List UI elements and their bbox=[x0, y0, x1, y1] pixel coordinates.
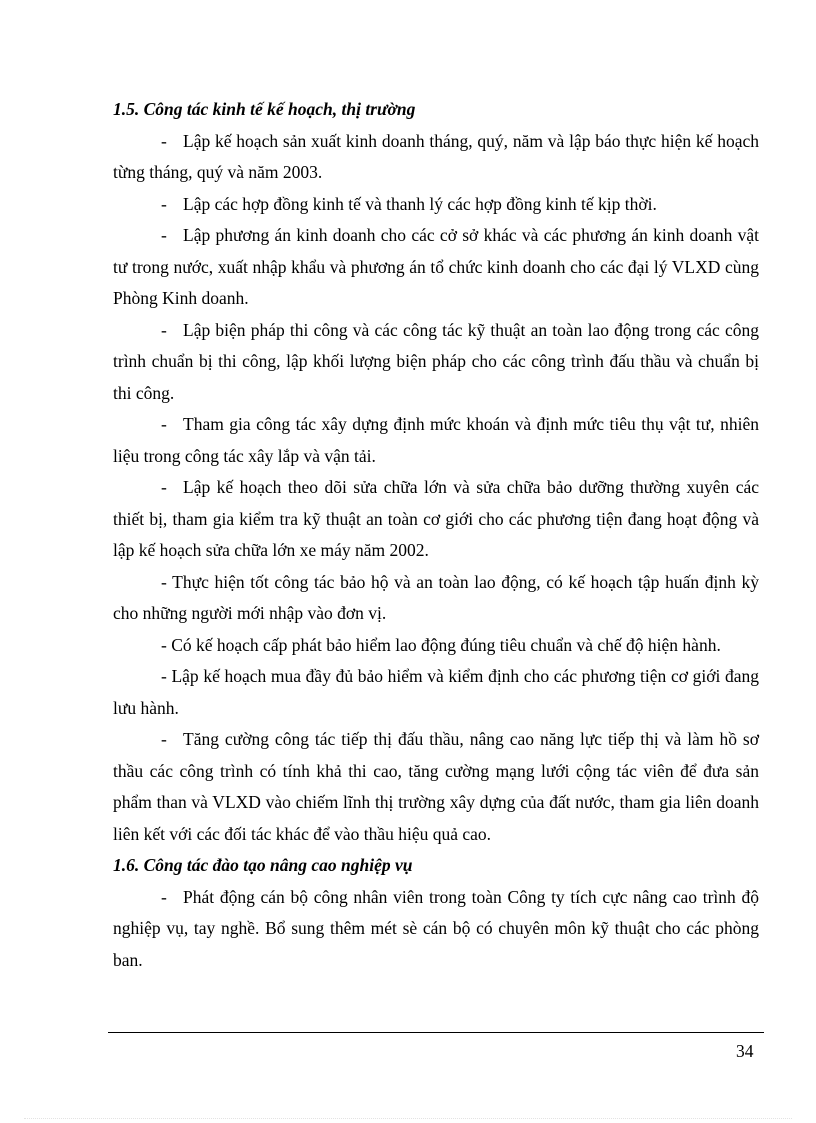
paragraph bbox=[113, 630, 759, 662]
paragraph-text: - Có kế hoạch cấp phát bảo hiểm lao động đúng tiêu chuẩn và chế độ hiện hành. bbox=[161, 634, 721, 655]
paragraph-bullet: - bbox=[161, 225, 167, 245]
paragraph-bullet: - bbox=[161, 193, 167, 214]
paragraph-bullet: - bbox=[161, 319, 167, 340]
paragraph-bullet: - bbox=[161, 729, 167, 749]
paragraph-bullet: - bbox=[161, 414, 167, 434]
section-heading-1-5: 1.5. Công tác kinh tế kế hoạch, thị trường bbox=[113, 99, 416, 119]
footer-divider bbox=[108, 1032, 764, 1033]
page-content bbox=[113, 94, 759, 976]
paragraph bbox=[113, 220, 759, 315]
paragraph-text: Phát động cán bộ công nhân viên trong toàn Công ty tích cực nâng cao trình độ nghiệp vụ, tay nghề. Bổ sung thêm mét sè cán bộ có chuyên môn kỹ thuật cho các phòng ban. bbox=[113, 886, 759, 970]
paragraph-text: - Lập kế hoạch mua đầy đủ bảo hiểm và kiểm định cho các phương tiện cơ giới đang lưu hành. bbox=[113, 666, 759, 718]
paragraph-text: Lập kế hoạch theo dõi sửa chữa lớn và sửa chữa bảo dưỡng thường xuyên các thiết bị, tham gia kiểm tra kỹ thuật an toàn cơ giới cho các phương tiện đang hoạt động và lập kế hoạch sửa chữa lớn xe máy năm 2002. bbox=[113, 477, 759, 560]
paragraph-text: Lập các hợp đồng kinh tế và thanh lý các hợp đồng kinh tế kịp thời. bbox=[183, 193, 657, 214]
paragraph bbox=[113, 315, 759, 410]
paragraph-text: Tăng cường công tác tiếp thị đấu thầu, nâng cao năng lực tiếp thị và làm hồ sơ thầu các công trình có tính khả thi cao, tăng cường mạng lưới cộng tác viên để đưa sản phẩm than và VLXD vào chiếm lĩnh thị trường xây dựng của đất nước, tham gia liên doanh liên kết với các đối tác khác để vào thầu hiệu quả cao. bbox=[113, 729, 759, 844]
paragraph bbox=[113, 189, 759, 221]
page-number: 34 bbox=[736, 1041, 754, 1061]
paragraph bbox=[113, 882, 759, 977]
paragraph-text: Lập biện pháp thi công và các công tác kỹ thuật an toàn lao động trong các công trình chuẩn bị thi công, lập khối lượng biện pháp cho các công trình đấu thầu và chuẩn bị thi công. bbox=[113, 319, 759, 403]
paragraph-bullet: - bbox=[161, 477, 167, 497]
paragraph-text: - Thực hiện tốt công tác bảo hộ và an toàn lao động, có kế hoạch tập huấn định kỳ cho những người mới nhập vào đơn vị. bbox=[113, 571, 759, 623]
paragraph-text: Lập phương án kinh doanh cho các cở sở khác và các phương án kinh doanh vật tư trong nước, xuất nhập khẩu và phương án tổ chức kinh doanh cho các đại lý VLXD cùng Phòng Kinh doanh. bbox=[113, 225, 759, 308]
page-bottom-border bbox=[24, 1118, 792, 1119]
paragraph-bullet: - bbox=[161, 130, 167, 151]
paragraph-text: Lập kế hoạch sản xuất kinh doanh tháng, quý, năm và lập báo thực hiện kế hoạch từng tháng, quý và năm 2003. bbox=[113, 130, 759, 182]
paragraph bbox=[113, 472, 759, 567]
paragraph bbox=[113, 409, 759, 472]
paragraph bbox=[113, 724, 759, 850]
paragraph bbox=[113, 661, 759, 724]
paragraph bbox=[113, 567, 759, 630]
paragraph bbox=[113, 126, 759, 189]
section-heading-1-6: 1.6. Công tác đào tạo nâng cao nghiệp vụ bbox=[113, 855, 413, 875]
paragraph-bullet: - bbox=[161, 886, 167, 907]
paragraph-text: Tham gia công tác xây dựng định mức khoán và định mức tiêu thụ vật tư, nhiên liệu trong công tác xây lắp và vận tải. bbox=[113, 414, 759, 466]
